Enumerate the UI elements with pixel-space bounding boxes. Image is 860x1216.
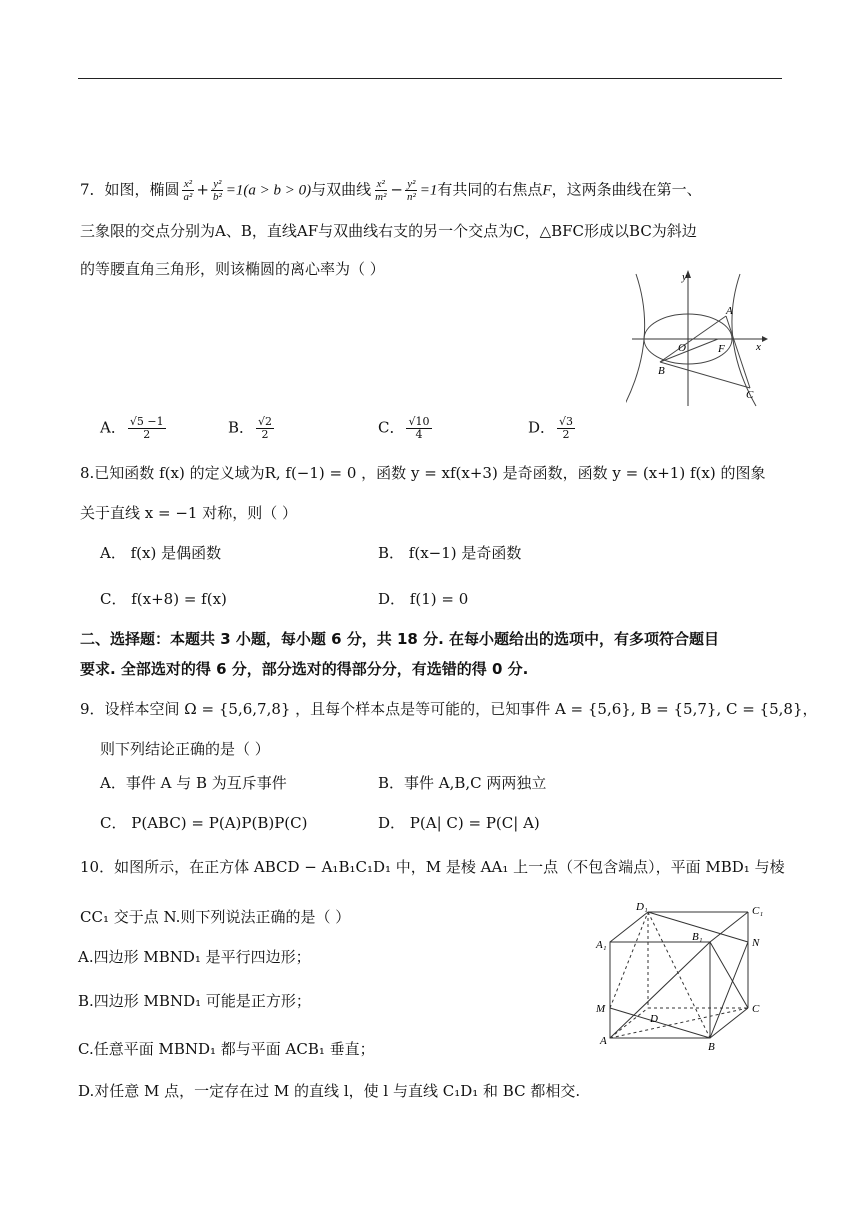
ell-frac-x: $\frac{\text{x²}}{\text{a²}}$	[183, 178, 193, 203]
label-D1: D₁	[636, 901, 648, 913]
q7-option-a: A． $\frac{√5 -1}{2}$	[100, 415, 164, 441]
seg-AB1	[610, 942, 710, 1038]
label-O: O	[678, 342, 686, 354]
q9-line1: 9．设样本空间 Ω = {5,6,7,8} ，且每个样本点是等可能的，已知事件 A = {5,6}, B = {5,7}, C = {5,8}，	[80, 700, 818, 718]
q9-option-a: A．事件 A 与 B 为互斥事件	[100, 774, 287, 792]
q10-cube-figure	[590, 896, 780, 1054]
q7-line1: 7．如图，椭圆 $\frac{\text{x²}}{\text{a²}}$ + $\frac{\text{y²}}{\text{b²}}$ =1(a > b > 0)与双曲线 $\frac{\text{x²}}{\text{m²}}$ − $\frac{\text{y²}}{\text{n²}}$ =1有共同的右焦点F，这两条曲线在第一、	[80, 178, 702, 203]
line-BC	[660, 362, 750, 388]
edge-A1D1	[610, 912, 648, 942]
seg-AC	[610, 1008, 748, 1038]
label-A: A	[600, 1035, 607, 1047]
label-C: C	[752, 1003, 760, 1015]
q7-line2: 三象限的交点分别为A、B，直线AF与双曲线右支的另一个交点为C，△BFC形成以BC为斜边	[80, 222, 697, 240]
label-M: M	[596, 1003, 606, 1015]
q10-option-c: C.任意平面 MBND₁ 都与平面 ACB₁ 垂直；	[78, 1040, 375, 1058]
label-A1: A₁	[596, 939, 607, 951]
section2-line2: 要求. 全部选对的得 6 分，部分选对的得部分分，有选错的得 0 分.	[80, 660, 529, 678]
q7-figure	[626, 266, 776, 412]
q7-option-b: B． $\frac{√2}{2}$	[228, 415, 273, 441]
q9-option-b: B．事件 A,B,C 两两独立	[378, 774, 547, 792]
q10-line1: 10．如图所示，在正方体 ABCD − A₁B₁C₁D₁ 中，M 是棱 AA₁ 上一点（不包含端点），平面 MBD₁ 与棱	[80, 858, 785, 876]
label-F: F	[718, 343, 725, 355]
q8-option-a: A． f(x) 是偶函数	[100, 544, 222, 562]
q9-line2: 则下列结论正确的是（ ）	[100, 740, 270, 758]
q10-option-b: B.四边形 MBND₁ 可能是正方形；	[78, 992, 311, 1010]
label-B1: B₁	[692, 931, 703, 943]
header-rule	[78, 78, 782, 79]
q7-option-d: D． $\frac{√3}{2}$	[528, 415, 574, 441]
q9-option-c: C． P(ABC) = P(A)P(B)P(C)	[100, 814, 308, 832]
focus-F: F	[542, 182, 552, 199]
hyp-frac-y: $\frac{\text{y²}}{\text{n²}}$	[406, 178, 416, 203]
line-AC	[726, 316, 750, 388]
section2-line1: 二、选择题：本题共 3 小题，每小题 6 分，共 18 分. 在每小题给出的选项中，有多项符合题目	[80, 630, 720, 648]
q10-line2: CC₁ 交于点 N.则下列说法正确的是（ ）	[80, 908, 351, 926]
label-x: x	[756, 341, 761, 353]
label-C1: C₁	[752, 905, 764, 917]
label-y: y	[682, 271, 687, 283]
seg-B1C	[710, 942, 748, 1008]
label-B: B	[658, 365, 665, 377]
hyperbola-left	[626, 274, 645, 406]
label-B: B	[708, 1041, 715, 1053]
q8-line1: 8.已知函数 f(x) 的定义域为R, f(−1) = 0 ，函数 y = xf(x+3) 是奇函数，函数 y = (x+1) f(x) 的图象	[80, 464, 766, 482]
q7-text-d: ，这两条曲线在第一、	[551, 180, 702, 199]
q8-option-b: B． f(x−1) 是奇函数	[378, 544, 522, 562]
q8-option-c: C． f(x+8) = f(x)	[100, 590, 227, 608]
line-BF	[660, 339, 718, 362]
ell-frac-y: $\frac{\text{y²}}{\text{b²}}$	[212, 178, 222, 203]
hyp-eq: =1	[419, 182, 438, 199]
edge-B1C1	[710, 912, 748, 942]
q10-option-d: D.对任意 M 点，一定存在过 M 的直线 l，使 l 与直线 C₁D₁ 和 BC 都相交.	[78, 1082, 581, 1100]
q7-text-b: 与双曲线	[311, 180, 372, 199]
label-N: N	[752, 937, 760, 949]
q7-line3: 的等腰直角三角形，则该椭圆的离心率为（ ）	[80, 260, 385, 278]
q7-text-a: 7．如图，椭圆	[80, 180, 180, 199]
hyp-frac-x: $\frac{\text{x²}}{\text{m²}}$	[375, 178, 387, 203]
label-A: A	[726, 305, 733, 317]
label-C: C	[746, 389, 754, 401]
q8-line2: 关于直线 x = −1 对称，则（ ）	[80, 504, 297, 522]
label-D: D	[650, 1013, 658, 1025]
q7-option-c: C． $\frac{√10}{4}$	[378, 415, 430, 441]
ell-cond: =1(a > b > 0)	[225, 182, 312, 199]
q10-option-a: A.四边形 MBND₁ 是平行四边形；	[78, 948, 311, 966]
q7-text-c: 有共同的右焦点	[437, 180, 543, 199]
x-arrow	[762, 336, 768, 342]
q9-option-d: D． P(A| C) = P(C| A)	[378, 814, 540, 832]
q8-option-d: D． f(1) = 0	[378, 590, 469, 608]
